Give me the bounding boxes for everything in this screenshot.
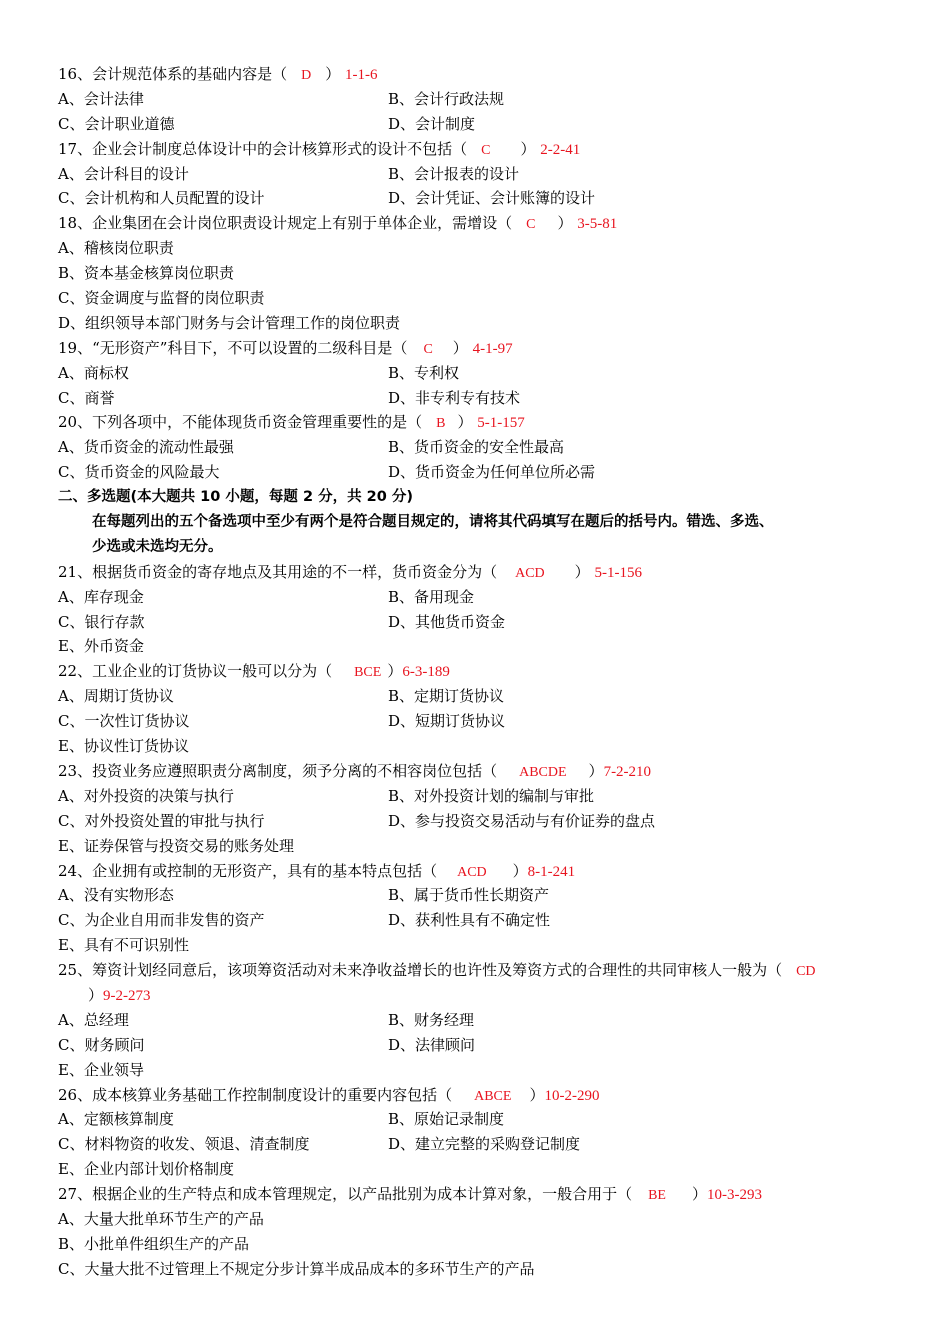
option-row: C、会计职业道德 D、会计制度 — [58, 114, 476, 133]
question-stem: 22、工业企业的订货协议一般可以分为（ BCE ）6-3-189 — [58, 662, 450, 681]
exam-document — [58, 62, 898, 1282]
option-line: D、组织领导本部门财务与会计管理工作的岗位职责 — [58, 313, 401, 332]
answer-mark: ACD — [515, 565, 545, 581]
option-line: B、资本基金核算岗位职责 — [58, 264, 235, 283]
option-line: E、企业内部计划价格制度 — [58, 1160, 234, 1179]
question-stem: 27、根据企业的生产特点和成本管理规定，以产品批别为成本计算对象，一般合用于（ BE ）10-3-293 — [58, 1185, 762, 1204]
option-line: C、资金调度与监督的岗位职责 — [58, 289, 265, 308]
page-ref: 10-3-293 — [707, 1187, 762, 1204]
answer-mark: ACD — [457, 864, 487, 880]
option-row: C、会计机构和人员配置的设计 D、会计凭证、会计账簿的设计 — [58, 189, 596, 208]
question-stem: 16、会计规范体系的基础内容是（ D ） 1-1-6 — [58, 65, 378, 83]
option-row: A、货币资金的流动性最强 B、货币资金的安全性最高 — [58, 438, 565, 457]
answer-mark: ABCDE — [519, 764, 567, 780]
page-ref: 9-2-273 — [103, 987, 151, 1004]
option-line: A、大量大批单环节生产的产品 — [58, 1209, 264, 1228]
option-row: C、材料物资的收发、领退、清查制度 D、建立完整的采购登记制度 — [58, 1135, 581, 1154]
option-line: E、外币资金 — [58, 637, 144, 656]
option-row: A、会计法律 B、会计行政法规 — [58, 89, 505, 108]
page-ref: 1-1-6 — [345, 67, 378, 83]
question-stem: 17、企业会计制度总体设计中的会计核算形式的设计不包括（ C ） 2-2-41 — [58, 139, 581, 158]
page-ref: 2-2-41 — [540, 141, 581, 158]
option-row: C、银行存款 D、其他货币资金 — [58, 612, 506, 631]
question-stem: 26、成本核算业务基础工作控制制度设计的重要内容包括（ ABCE ）10-2-290 — [58, 1085, 600, 1104]
answer-mark: CD — [796, 964, 816, 980]
question-stem: 21、根据货币资金的寄存地点及其用途的不一样，货币资金分为（ ACD ） 5-1-156 — [58, 562, 642, 581]
page-ref: 6-3-189 — [402, 664, 450, 681]
question-stem: 23、投资业务应遵照职责分离制度，须予分离的不相容岗位包括（ ABCDE ）7-2-210 — [58, 761, 652, 780]
section-title: 二、多选题(本大题共 10 小题，每题 2 分，共 20 分) — [58, 489, 413, 506]
answer-mark: C — [526, 217, 536, 233]
option-row: A、周期订货协议 B、定期订货协议 — [58, 687, 505, 706]
page-ref: 5-1-156 — [594, 564, 642, 581]
option-row: C、对外投资处置的审批与执行 D、参与投资交易活动与有价证券的盘点 — [58, 811, 656, 830]
option-row: C、为企业自用而非发售的资产 D、获利性具有不确定性 — [58, 911, 551, 930]
question-stem: 25、筹资计划经同意后，该项筹资活动对未来净收益增长的也许性及筹资方式的合理性的共同审核人一般为（ CD — [58, 961, 816, 980]
answer-mark: B — [436, 416, 446, 432]
question-stem: 18、企业集团在会计岗位职责设计规定上有别于单体企业，需增设（ C ） 3-5-81 — [58, 214, 618, 233]
option-line: E、具有不可识别性 — [58, 936, 189, 955]
answer-mark: D — [301, 68, 312, 83]
page-ref: 7-2-210 — [603, 763, 652, 780]
option-row: A、总经理 B、财务经理 — [58, 1010, 475, 1029]
section-instruction: 在每题列出的五个备选项中至少有两个是符合题目规定的，请将其代码填写在题后的括号内。错选、多选、 — [92, 514, 774, 531]
option-line: E、协议性订货协议 — [58, 737, 189, 756]
question-stem: 19、“无形资产”科目下，不可以设置的二级科目是（ C ） 4-1-97 — [58, 338, 513, 357]
page-ref: 4-1-97 — [472, 340, 513, 357]
answer-mark: C — [481, 142, 491, 158]
option-row: A、对外投资的决策与执行 B、对外投资计划的编制与审批 — [58, 786, 595, 805]
option-row: C、财务顾问 D、法律顾问 — [58, 1035, 476, 1054]
option-row: A、定额核算制度 B、原始记录制度 — [58, 1110, 505, 1129]
option-line: E、证券保管与投资交易的账务处理 — [58, 836, 294, 855]
page-ref: 8-1-241 — [527, 863, 576, 880]
option-row: A、商标权 B、专利权 — [58, 363, 460, 382]
option-row: A、没有实物形态 B、属于货币性长期资产 — [58, 886, 550, 905]
option-row: C、货币资金的风险最大 D、货币资金为任何单位所必需 — [58, 463, 596, 482]
option-row: C、一次性订货协议 D、短期订货协议 — [58, 712, 506, 731]
question-stem: 20、下列各项中，不能体现货币资金管理重要性的是（ B ） 5-1-157 — [58, 413, 525, 432]
answer-mark: ABCE — [474, 1088, 512, 1104]
page-ref: 3-5-81 — [577, 216, 618, 233]
page-ref: 5-1-157 — [477, 415, 525, 432]
option-row: A、库存现金 B、备用现金 — [58, 587, 475, 606]
question-stem-continued: ）9-2-273 — [88, 985, 151, 1004]
question-stem: 24、企业拥有或控制的无形资产，具有的基本特点包括（ ACD ）8-1-241 — [58, 861, 576, 880]
section-instruction: 少选或未选均无分。 — [92, 538, 223, 555]
option-line: E、企业领导 — [58, 1060, 144, 1079]
option-line: C、大量大批不过管理上不规定分步计算半成品成本的多环节生产的产品 — [58, 1259, 535, 1278]
option-line: A、稽核岗位职责 — [58, 239, 174, 258]
option-line: B、小批单件组织生产的产品 — [58, 1234, 250, 1253]
answer-mark: BE — [648, 1188, 666, 1204]
answer-mark: C — [423, 341, 433, 357]
option-row: C、商誉 D、非专利专有技术 — [58, 388, 521, 407]
page-ref: 10-2-290 — [544, 1087, 600, 1104]
option-row: A、会计科目的设计 B、会计报表的设计 — [58, 164, 520, 183]
answer-mark: BCE — [354, 665, 382, 681]
